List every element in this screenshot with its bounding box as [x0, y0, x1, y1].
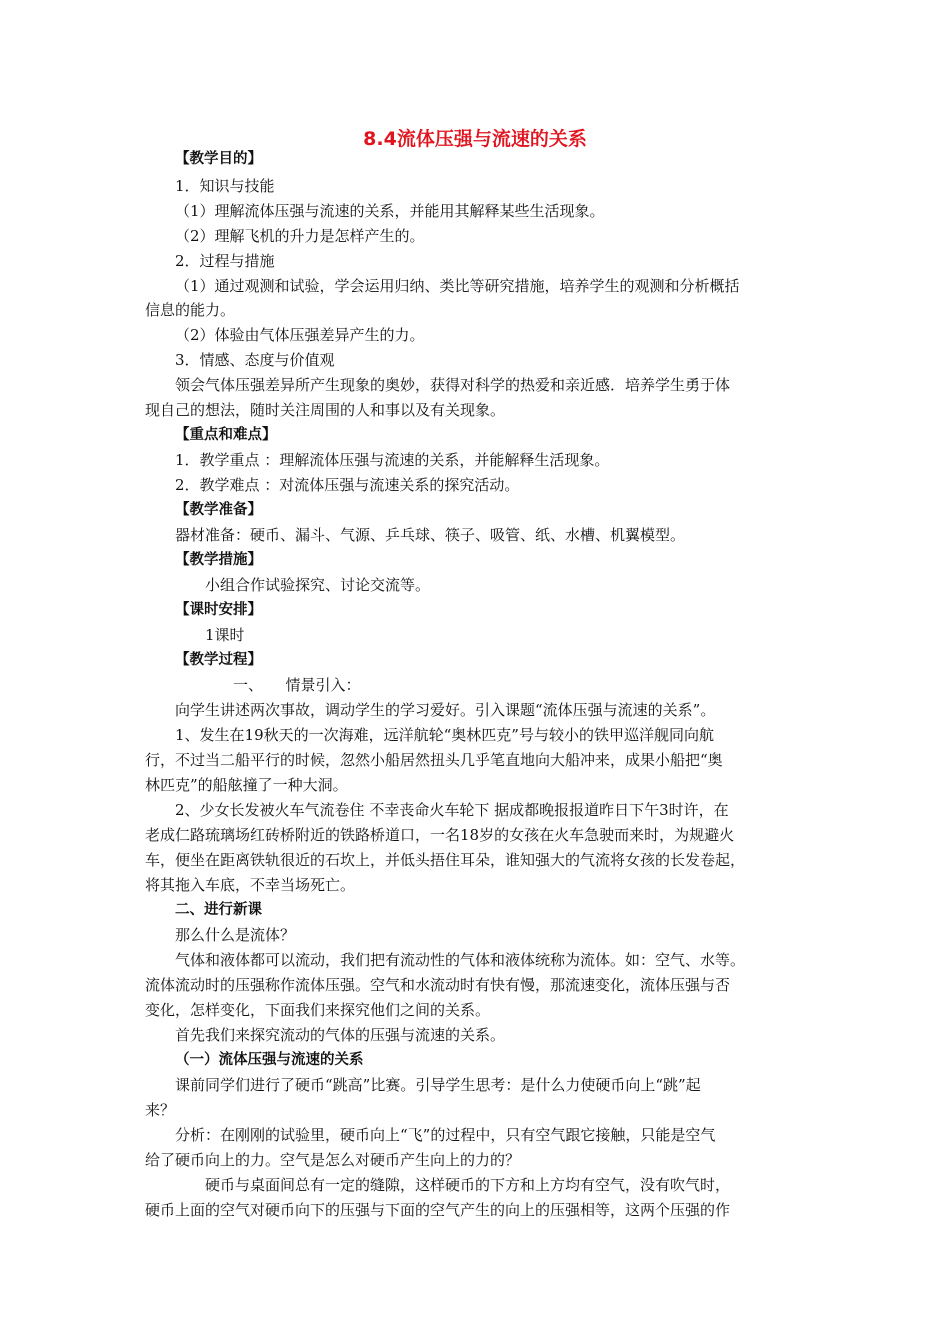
- paragraph-line: 气体和液体都可以流动，我们把有流动性的气体和液体统称为流体。如：空气、水等。: [175, 951, 746, 969]
- paragraph-line: 来？: [145, 1101, 176, 1119]
- paragraph-line: 课前同学们进行了硬币“跳高”比赛。引导学生思考：是什么力使硬币向上“跳”起: [175, 1076, 701, 1094]
- paragraph-line: （1）通过观测和试验，学会运用归纳、类比等研究措施，培养学生的观测和分析概括: [175, 277, 740, 295]
- paragraph-line: 行，不过当二船平行的时候，忽然小船居然扭头几乎笔直地向大船冲来，成果小船把“奥: [145, 751, 723, 769]
- paragraph-line: 林匹克”的船舷撞了一种大洞。: [145, 776, 348, 794]
- section-heading: （一）流体压强与流速的关系: [175, 1052, 364, 1068]
- paragraph-line: 变化，怎样变化，下面我们来探究他们之间的关系。: [145, 1001, 491, 1019]
- paragraph-line: 硬币上面的空气对硬币向下的压强与下面的空气产生的向上的压强相等，这两个压强的作: [145, 1201, 731, 1219]
- paragraph-line: 2．教学难点 ：对流体压强与流速关系的探究活动。: [175, 476, 520, 494]
- paragraph-line: 分析：在刚刚的试验里，硬币向上“飞”的过程中，只有空气跟它接触，只能是空气: [175, 1126, 716, 1144]
- paragraph-line: 首先我们来探究流动的气体的压强与流速的关系。: [175, 1026, 506, 1044]
- paragraph-line: 一、 情景引入：: [233, 676, 361, 694]
- paragraph-line: 流体流动时的压强称作流体压强。空气和水流动时有快有慢，那流速变化，流体压强与否: [145, 976, 731, 994]
- paragraph-line: （1）理解流体压强与流速的关系，并能用其解释某些生活现象。: [175, 202, 605, 220]
- section-heading: 【教学措施】: [175, 552, 262, 568]
- paragraph-line: （2）体验由气体压强差异产生的力。: [175, 326, 425, 344]
- paragraph-line: 1．教学重点 ：理解流体压强与流速的关系，并能解释生活现象。: [175, 451, 610, 469]
- paragraph-line: 向学生讲述两次事故，调动学生的学习爱好。引入课题“流体压强与流速的关系”。: [175, 701, 716, 719]
- paragraph-line: 车，便坐在距离铁轨很近的石坎上，并低头捂住耳朵，谁知强大的气流将女孩的长发卷起，: [145, 851, 746, 869]
- section-heading: 【教学目的】: [175, 151, 262, 167]
- paragraph-line: 器材准备：硬币、漏斗、气源、乒乓球、筷子、吸管、纸、水槽、机翼模型。: [175, 526, 686, 544]
- paragraph-line: 现自己的想法，随时关注周围的人和事以及有关现象。: [145, 401, 506, 419]
- paragraph-line: 1．知识与技能: [175, 177, 275, 195]
- document-title: 8.4流体压强与流速的关系: [363, 128, 587, 150]
- paragraph-line: 2、少女长发被火车气流卷住 不幸丧命火车轮下 据成都晚报报道昨日下午3时许，在: [175, 801, 729, 819]
- paragraph-line: 那么什么是流体？: [175, 926, 296, 944]
- paragraph-line: 3．情感、态度与价值观: [175, 351, 335, 369]
- paragraph-line: 将其拖入车底，不幸当场死亡。: [145, 876, 356, 894]
- paragraph-line: 1、发生在19秋天的一次海难，远洋航轮“奥林匹克”号与较小的铁甲巡洋舰同向航: [175, 726, 714, 744]
- paragraph-line: 1课时: [205, 626, 245, 644]
- paragraph-line: 硬币与桌面间总有一定的缝隙，这样硬币的下方和上方均有空气，没有吹气时，: [205, 1176, 731, 1194]
- section-heading: 二、进行新课: [175, 902, 262, 918]
- paragraph-line: 领会气体压强差异所产生现象的奥妙，获得对科学的热爱和亲近感．培养学生勇于体: [175, 376, 731, 394]
- paragraph-line: （2）理解飞机的升力是怎样产生的。: [175, 227, 425, 245]
- section-heading: 【教学准备】: [175, 502, 262, 518]
- paragraph-line: 2．过程与措施: [175, 252, 275, 270]
- section-heading: 【课时安排】: [175, 602, 262, 618]
- section-heading: 【教学过程】: [175, 652, 262, 668]
- paragraph-line: 信息的能力。: [145, 301, 236, 319]
- paragraph-line: 老成仁路琉璃场红砖桥附近的铁路桥道口，一名18岁的女孩在火车急驶而来时，为规避火: [145, 826, 735, 844]
- section-heading: 【重点和难点】: [175, 427, 277, 443]
- paragraph-line: 小组合作试验探究、讨论交流等。: [205, 576, 431, 594]
- paragraph-line: 给了硬币向上的力。空气是怎么对硬币产生向上的力的？: [145, 1151, 521, 1169]
